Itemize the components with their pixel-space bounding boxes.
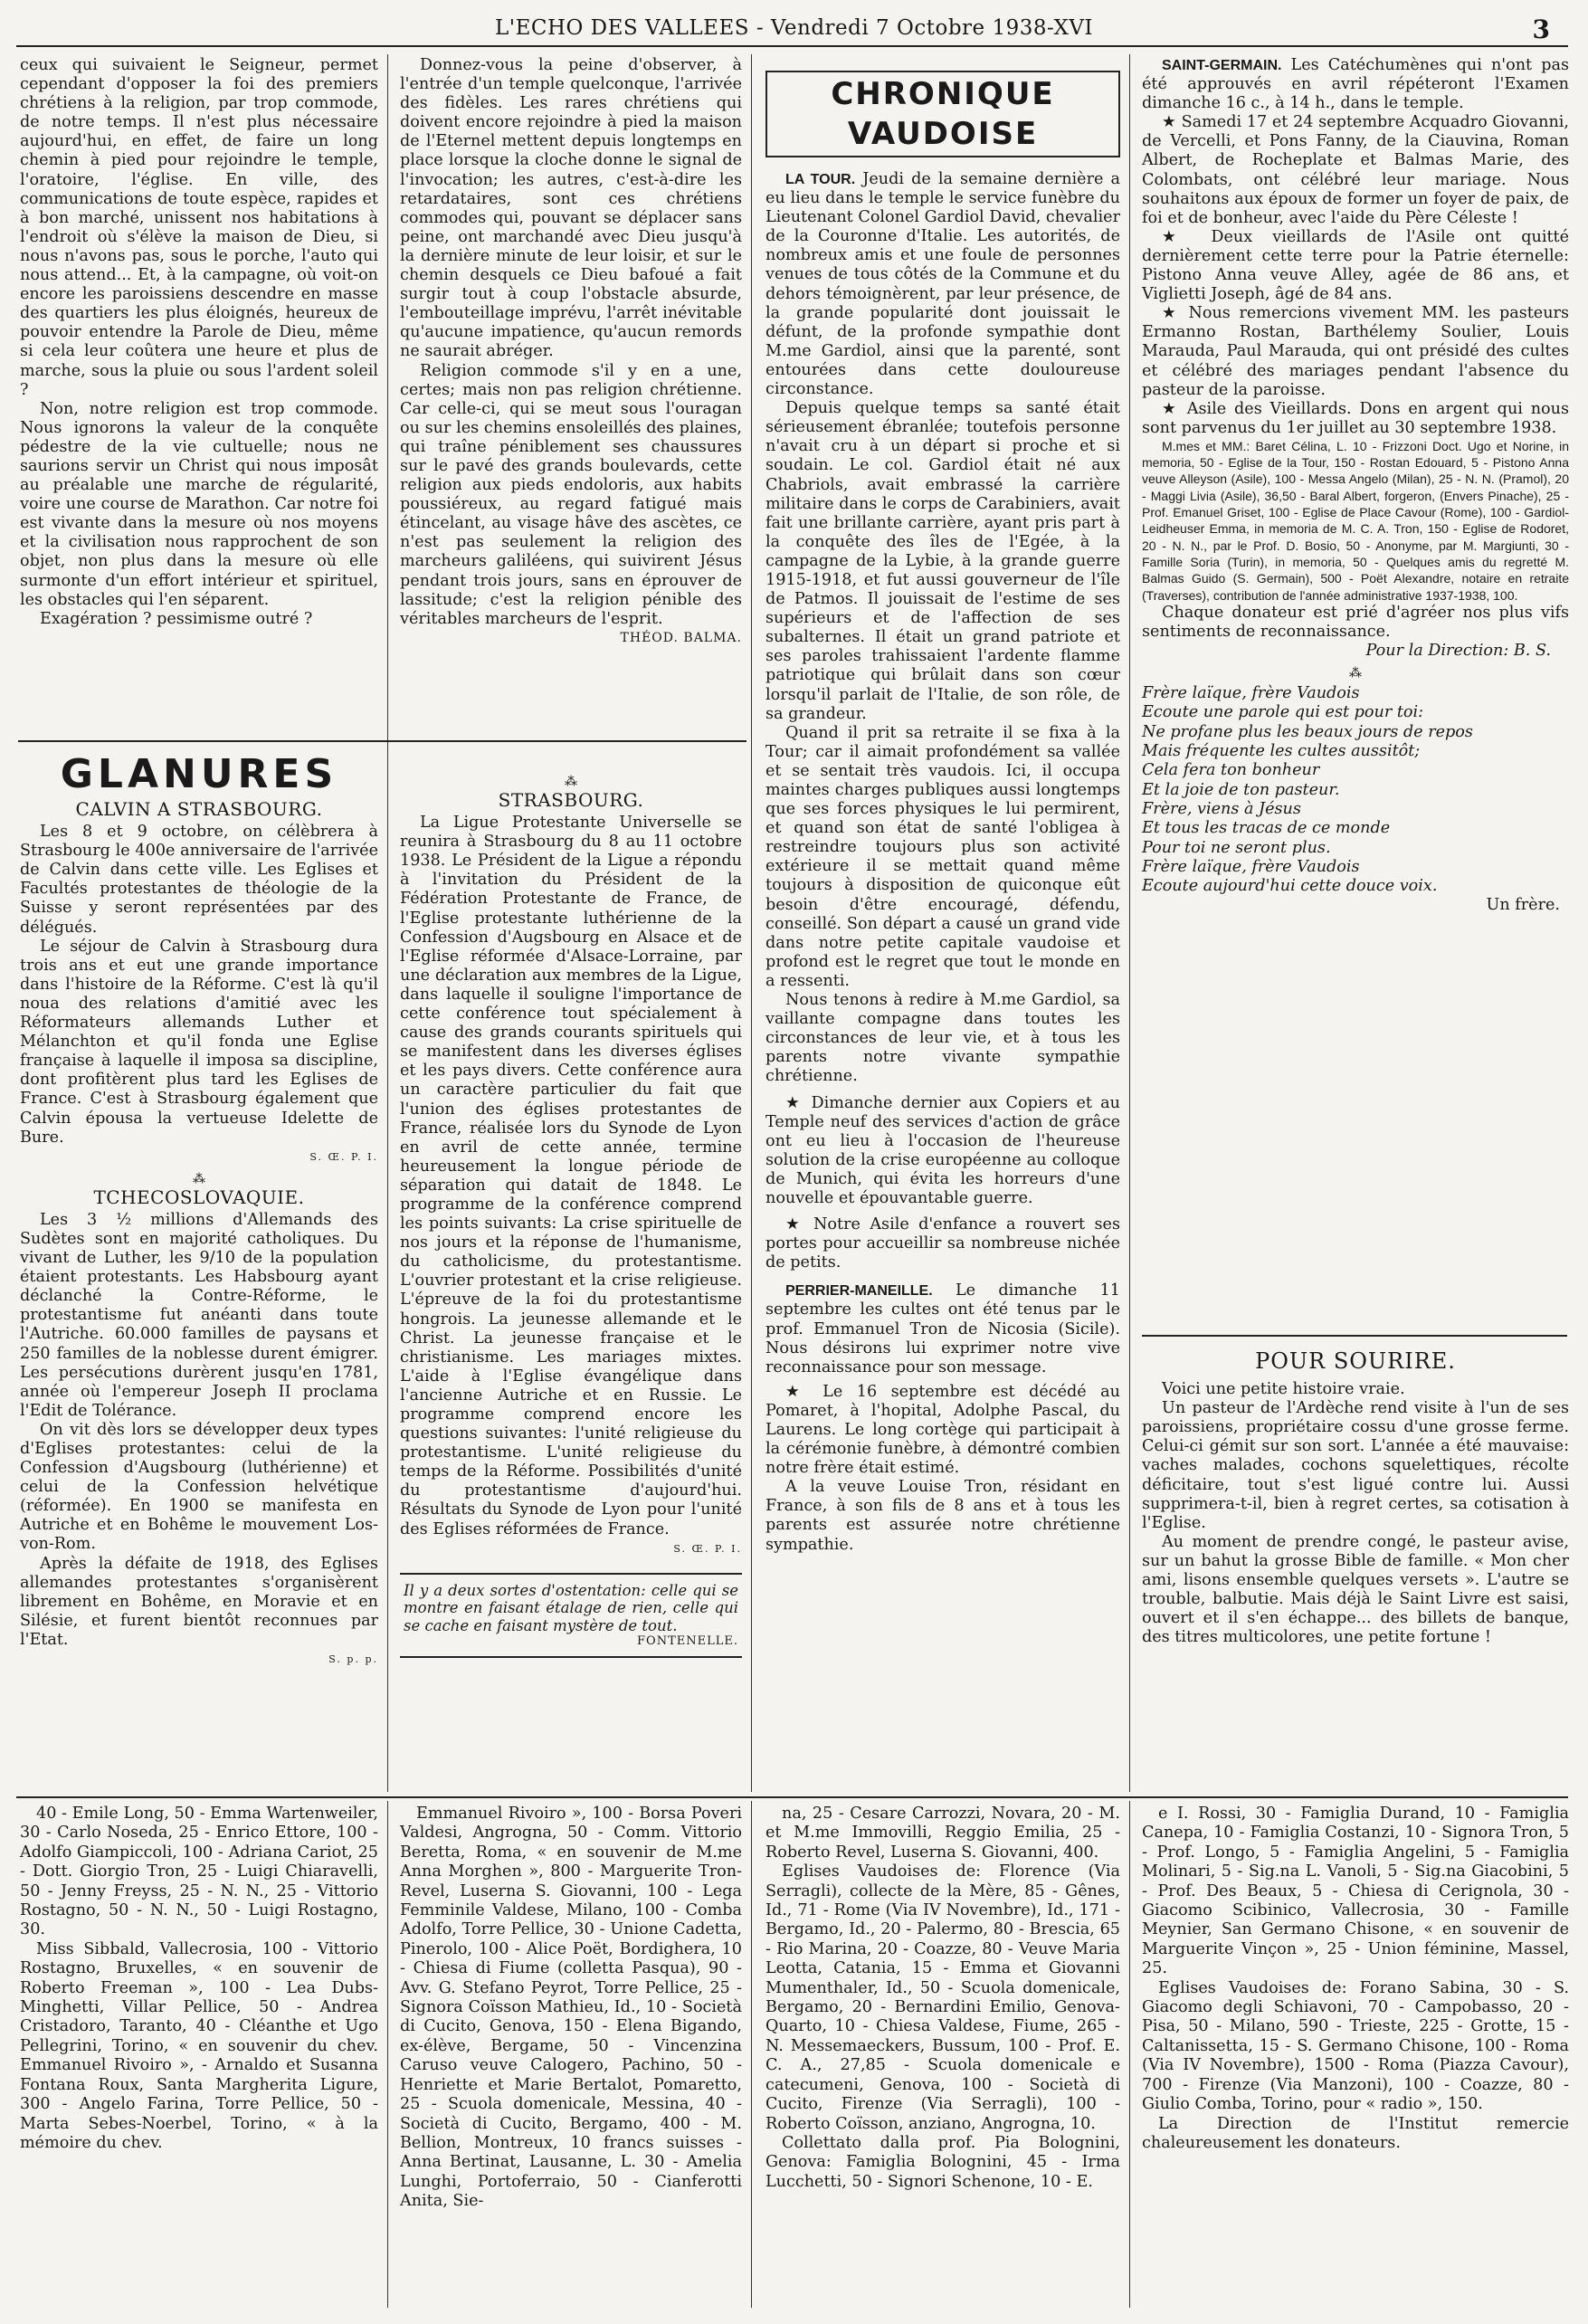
place-saint-germain: SAINT-GERMAIN. (1162, 58, 1282, 73)
paragraph: Religion commode s'il y en a une, certes; mais non pas religion chrétienne. Car celle-ci, qui se meut sous l'ouragan ou sur les chemins ensoleillés des plaines, qui traîne péniblement ses chaussures sur le pavé des grands boulevards, cette religion aux pieds endoloris, aux habits poussiéreux, au regard fatigué mais étincelant, au visage hâve des ascètes, ce n'est pas seulement la religion des marcheurs galiléens, qui suivirent Jésus pendant trois jours, sans en éprouver de lassitude; c'est la religion pénible des véritables marcheurs de l'esprit. (400, 361, 742, 628)
header-rule (16, 45, 1568, 47)
paragraph: On vit dès lors se développer deux types d'Eglises protestantes: celui de la Confession d'Augsbourg (luthérienne) et celui de la Confession helvétique (réformée). En 1900 se manifesta en Autriche et en Bohême le mouvement Los-von-Rom. (20, 1420, 378, 1554)
paragraph: Miss Sibbald, Vallecrosia, 100 - Vittorio Rostagno, Bruxelles, « en souvenir de Roberto Freeman », 100 - Lea Dubs-Minghetti, Villar Pellice, 50 - Andrea Cristadoro, Taranto, 40 - Cléanthe et Ugo Pellegrini, Torino, « en souvenir du chev. Emmanuel Rivoiro », - Arnaldo et Susanna Fontana Roux, Santa Margherita Ligure, 300 - Angelo Farina, Torre Pellice, 50 - Marta Sebes-Noerbel, Torino, « à la mémoire du chev. (20, 1939, 378, 2152)
paragraph: Le séjour de Calvin à Strasbourg dura trois ans et eut une grande importance dans l'histoire de la Réforme. C'est là qu'il noua des relations d'amitié avec les Réformateurs allemands Luther et Mélanchton et qu'il fonda une Eglise française à laquelle il imposa sa discipline, dont profitèrent plus tard les Eglises de France. C'est à Strasbourg également que Calvin épousa la vertueuse Idelette de Bure. (20, 937, 378, 1147)
paragraph: ★ Dimanche dernier aux Copiers et au Temple neuf des services d'action de grâce ont eu lieu à l'occasion de l'heureuse solution de la crise européenne au colloque de Munich, qui évita les horreurs d'une nouvelle et épouvantable guerre. (765, 1093, 1120, 1207)
paragraph: Quand il prit sa retraite il se fixa à la Tour; car il aimait profondément sa vallée et se sentait très vaudois. Ici, il occupa maintes charges publiques aussi longtemps que ses forces physiques le lui permirent, et quand son état de santé l'obligea à restreindre toujours plus son activité extérieure il se mettait quand même toujours à disposition de quiconque eût besoin d'être encouragé, défendu, conseillé. Son départ a causé un grand vide dans notre petite capitale vaudoise et profond est le regret que tout le monde en a ressenti. (765, 723, 1120, 990)
bottom-col1 (20, 1805, 378, 2153)
source-mark: S. Œ. P. I. (673, 1542, 742, 1555)
paragraph: Nous tenons à redire à M.me Gardiol, sa vaillante compagne dans toutes les circonstances de leur vie, et à tous les parents notre vivante sympathie chrétienne. (765, 991, 1120, 1086)
glanures-heading: GLANURES (60, 751, 338, 797)
paragraph: Emmanuel Rivoiro », 100 - Borsa Poveri Valdesi, Angrogna, 50 - Comm. Vittorio Beretta, Roma, « en souvenir de M.me Anna Morghen », 800 - Marguerite Tron-Revel, Luserna S. Giovanni, 100 - Lega Femminile Valdese, Milano, 100 - Comba Adolfo, Torre Pellice, 30 - Unione Cadetta, Pinerolo, 100 - Alice Poët, Bordighera, 10 - Chiesa di Fiume (colletta Pasqua), 90 - Avv. G. Stefano Peyrot, Torre Pellice, 25 - Signora Coïsson Mathieu, Id., 10 - Società di Cucito, Genova, 150 - Elena Bigando, ex-élève, Bergame, 50 - Vincenzina Caruso veuve Calogero, Pachino, 50 - Henriette et Marie Bertalot, Pomaretto, 25 - Scuola domenicale, Messina, 40 - Società di Cucito, Bergamo, 400 - M. Bellion, Montreux, 10 francs suisses - Anna Bertinat, Lausanne, L. 30 - Amelia Lunghi, Portoferraio, 50 - Cianferotti Anita, Sie- (400, 1805, 742, 2211)
place-latour: LA TOUR. (785, 172, 856, 187)
column-divider (1129, 54, 1130, 1792)
article-col2-top (400, 56, 742, 648)
paragraph: Les 3 ½ millions d'Allemands des Sudètes sont en majorité catholiques. Du vivant de Luther, les 9/10 de la population étaient protestants. Les Habsbourg ayant déclanché la Contre-Réforme, le protestantisme fut anéanti dans toute l'Autriche. 60.000 familles de paysans et 250 familles de la noblesse durent émigrer. Les persécutions durèrent jusqu'en 1781, année où l'empereur Joseph II proclama l'Edit de Tolérance. (20, 1210, 378, 1420)
paragraph: Eglises Vaudoises de: Florence (Via Serragli), collecte de la Mère, 85 - Gênes, Id., 71 - Rome (Via IV Novembre), Id., 171 - Bergamo, Id., 20 - Palermo, 80 - Brescia, 65 - Rio Marina, 20 - Coazze, 80 - Veuve Maria Leotta, Catania, 15 - Emma et Giovanni Mumenthaler, Id., 50 - Scuola domenicale, Bergamo, 20 - Bernardini Emilio, Genova-Quarto, 10 - Chiesa Valdese, Fiume, 265 - N. Messemaeckers, Bussum, 100 - Prof. E. C. A., 27,85 - Scuola domenicale e catecumeni, Genova, 100 - Società di Cucito, Firenze (Via Serragli), 100 - Roberto Coïsson, anziano, Angrogna, 10. (765, 1862, 1120, 2133)
paragraph: Eglises Vaudoises de: Forano Sabina, 30 - S. Giacomo degli Schiavoni, 70 - Campobasso, 20 - Pisa, 50 - Milano, 590 - Trieste, 225 - Grotte, 15 - Caltanissetta, 15 - S. Germano Chisone, 100 - Roma (Via IV Novembre), 1500 - Roma (Piazza Cavour), 700 - Firenze (Via Manzoni), 100 - Coazze, 80 - Giulio Comba, Torino, pour « radio », 150. (1142, 1978, 1569, 2114)
chronique-col3 (765, 71, 1120, 1555)
poem-line: Et tous les tracas de ce monde (1142, 819, 1391, 838)
paragraph: ★ Notre Asile d'enfance a rouvert ses portes pour accueillir sa nombreuse nichée de petits. (765, 1215, 1120, 1272)
bottom-col2 (400, 1805, 742, 2212)
place-perrier: PERRIER-MANEILLE. (785, 1283, 933, 1300)
poem-line: Mais fréquente les cultes aussitôt; (1142, 742, 1421, 761)
bottom-col4 (1142, 1805, 1569, 2153)
separator-stars: ⁂ (193, 1171, 205, 1186)
newspaper-title: L'ECHO DES VALLEES - Vendredi 7 Octobre 1938-XVI (494, 16, 1094, 40)
tcheco-title: TCHECOSLOVAQUIE. (93, 1186, 305, 1208)
poem (1142, 684, 1569, 896)
strasbourg-title: STRASBOURG. (498, 789, 644, 811)
paragraph: Les 8 et 9 octobre, on célèbrera à Strasbourg le 400e anniversaire de l'arrivée de Calvin dans cette ville. Les Eglises et Facultés protestantes de théologie de la Suisse y seront représentées par des délégués. (20, 823, 378, 937)
poem-line: Et la joie de ton pasteur. (1142, 780, 1340, 799)
sourire-heading: POUR SOURIRE. (1255, 1348, 1456, 1374)
paragraph: Chaque donateur est prié d'agréer nos plus vifs sentiments de reconnaissance. (1142, 603, 1569, 641)
col4-pour-sourire (1142, 1348, 1569, 1647)
source-mark: S. Œ. P. I. (309, 1150, 378, 1163)
poem-line: Ecoute une parole qui est pour toi: (1142, 703, 1424, 722)
quote-text: Il y a deux sortes d'ostentation: celle qui se montre en faisant étalage de rien, celle qui se cache en faisant mystère de tout. (404, 1581, 738, 1634)
poem-line: Ecoute aujourd'hui cette douce voix. (1142, 877, 1438, 896)
paragraph: Donnez-vous la peine d'observer, à l'entrée d'un temple quelconque, l'arrivée des fidèles. Les rares chrétiens qui doivent encore rejoindre à pied la maison de l'Eternel mettent depuis longtemps en place lorsque la cloche donne le signal de l'invocation; les autres, c'est-à-dire les retardataires, sont ces chrétiens commodes qui, pouvant se déplacer sans peine, ont marchandé avec Dieu jusqu'à la dernière minute de leur loisir, et sur le chemin desquels ce Dieu bafoué a fait surgir tout à coup l'obstacle absurde, l'embouteillage imprévu, l'arrêt inévitable qu'aucune impatience, qu'aucun remords ne saurait abréger. (400, 56, 742, 361)
paragraph: Les Catéchumènes qui n'ont pas été approuvés en avril répéteront l'Examen dimanche 16 c., à 14 h., dans le temple. (1142, 56, 1569, 113)
paragraph: e I. Rossi, 30 - Famiglia Durand, 10 - Famiglia Canepa, 10 - Famiglia Costanzi, 10 - Signora Tron, 5 - Prof. Longo, 5 - Famiglia Angelini, 5 - Famiglia Molinari, 5 - Sig.na L. Vanoli, 5 - Sig.na Giacobini, 5 - Prof. Des Beaux, 5 - Chiesa di Cerignola, 30 - Giacomo Scibinico, Vallecrosia, 30 - Famille Meynier, San Germano Chisone, « en souvenir de Marguerite Vinçon », 25 - Union féminine, Massel, 25. (1142, 1805, 1569, 1978)
paragraph: La Direction de l'Institut remercie chaleureusement les donateurs. (1142, 2114, 1569, 2152)
separator-stars: ⁂ (565, 775, 577, 789)
paragraph: Après la défaite de 1918, des Eglises allemandes protestantes s'organisèrent librement en Bohême, en Moravie et en Silésie, et furent bientôt reconnues par l'Etat. (20, 1554, 378, 1649)
paragraph: Le dimanche 11 septembre les cultes ont été tenus par le prof. Emmanuel Tron de Nicosia (Sicile). Nous désirons lui exprimer notre vive reconnaissance pour son message. (765, 1281, 1120, 1376)
paragraph: Exagération ? pessimisme outré ? (40, 609, 313, 628)
direction-signature: Pour la Direction: B. S. (1365, 642, 1551, 661)
poem-line: Ne profane plus les beaux jours de repos (1142, 722, 1473, 741)
paragraph: La Ligue Protestante Universelle se reunira à Strasbourg du 8 au 11 octobre 1938. Le Président de la Ligue a répondu à l'invitation du Président de la Fédération Protestante de France, de l'Eglise protestante luthérienne de la Confession d'Augsbourg en Alsace et de l'Eglise réformée d'Alsace-Lorraine, par une déclaration aux membres de la Ligue, dans laquelle il souligne l'importance de cette conférence tout spécialement à cause des grands courants spirituels qui se manifestent dans les diverses églises et les pays divers. Cette conférence aura un caractère particulier du fait que l'union des églises protestantes de France, réalisée lors du Synode de Lyon en avril de cette année, termine heureusement la longue période de séparation qui datait de 1848. Le programme de la conférence comprend les points suivants: La crise spirituelle de nos jours et la réponse de l'humanisme, du catholicisme, du protestantisme. L'ouvrier protestant et la crise religieuse. L'épreuve de la foi du protestantisme hongrois. La jeunesse allemande et le Christ. La jeunesse française et le christianisme. Les mariages mixtes. L'aide à l'Eglise évangélique dans l'ancienne Autriche et en Russie. Le programme comprend encore les questions suivantes: l'unité religieuse du protestantisme. L'unité religieuse du temps de la Réforme. Possibilités d'unité du protestantisme d'aujourd'hui. Résultats du Synode de Lyon pour l'unité des Eglises réformées de France. (400, 814, 742, 1538)
paragraph: ★ Deux vieillards de l'Asile ont quitté dernièrement cette terre pour la Patrie éternelle: Pistono Anna veuve Alley, agée de 86 ans, et Viglietti Joseph, âgé de 84 ans. (1142, 227, 1569, 304)
author-signature: THÉOD. BALMA. (620, 630, 742, 645)
page-header (0, 16, 1588, 52)
chronique-heading: CHRONIQUE VAUDOISE (765, 71, 1120, 157)
paragraph: ★ Asile des Vieillards. Dons en argent qui nous sont parvenus du 1er juillet au 30 septembre 1938. (1142, 399, 1569, 437)
quote-box (400, 1573, 742, 1658)
section-rule (1142, 1335, 1567, 1337)
paragraph: Jeudi de la semaine dernière a eu lieu dans le temple le service funèbre du Lieutenant Colonel Gardiol David, chevalier de la Couronne d'Italie. Les autorités, de nombreux amis et une foule de personnes venues de tous côtés de la Commune et du dehors témoignèrent, par leur présence, de la grande popularité dont jouissait le défunt, de la profonde sympathie dont M.me Gardiol, ainsi que la parenté, sont entourées dans cette douloureuse circonstance. (765, 170, 1120, 399)
article-col1-top (20, 56, 378, 629)
paragraph: Non, notre religion est trop commode. Nous ignorons la valeur de la conquête pédestre de la vie cultuelle; nous ne saurions servir un Christ qui nous imposât au préalable une marche de régularité, voire une course de Marathon. Car notre foi est vivante dans la mesure où nos moyens et la civilisation nous rapprochent de son objet, non plus dans la mesure où elle surmonte d'un effort intérieur et spirituel, les obstacles qui l'en séparent. (20, 399, 378, 609)
glanures-col2 (400, 769, 742, 1658)
page-number: 3 (1532, 14, 1550, 44)
donations-list: M.mes et MM.: Baret Célina, L. 10 - Frizzoni Doct. Ugo et Norine, in memoria, 50 - Eglise de la Tour, 150 - Rostan Edouard, 5 - Pistono Anna veuve Alleyson (Asile), 100 - Messa Angelo (Milan), 25 - N. N. (Pramol), 20 - Maggi Livia (Asile), 36,50 - Baral Albert, forgeron, (Envers Pinache), 25 - Prof. Emanuel Griset, 100 - Eglise de Place Cavour (Rome), 100 - Gardiol-Leidheuser Emma, in memoria de M. C. A. Tron, 150 - Eglise de Rodoret, 20 - N. N., par le Prof. D. Bosio, 50 - Anonyme, par M. Margiunti, 30 - Famille Soria (Turin), in memoria, 50 - Quelques amis du regretté M. Balmas Guido (S. Germain), 500 - Poët Alexandre, notaire en retraite (Traverses), contribution de l'année administrative 1937-1938, 100. (1142, 438, 1569, 603)
source-mark: S. p. p. (328, 1653, 378, 1666)
paragraph: Depuis quelque temps sa santé était sérieusement ébranlée; toutefois personne n'avait cru à un départ si proche et si soudain. Le col. Gardiol était né aux Chabriols, avait embrassé la carrière militaire dans le corps de Carabiniers, avait fait une brillante carrière, ayant pris part à la conquête des îles de l'Egée, à la campagne de la Lybie, à la grande guerre 1915-1918, et fut aussi gouverneur de l'île de Patmos. Il jouissait de l'estime de ses supérieurs et de l'affection de ses subalternes. Il était un grand patriote et ses paroles trahissaient l'ardente flamme patriotique qui brûlait dans son cœur lorsqu'il parlait de l'Italie, de son rôle, de sa grandeur. (765, 399, 1120, 723)
poem-signature: Un frère. (1486, 896, 1560, 915)
paragraph: Voici une petite histoire vraie. (1162, 1380, 1405, 1399)
paragraph: Un pasteur de l'Ardèche rend visite à l'un de ses paroissiens, propriétaire cossu d'une grosse ferme. Celui-ci gémit sur son sort. L'année a été mauvaise: vaches malades, cochons squelettiques, récolte déficitaire, tout s'est ligué contre lui. Aussi supprimera-t-il, bien à regret certes, sa cotisation à l'Eglise. (1142, 1399, 1569, 1532)
bottom-rule (16, 1796, 1568, 1798)
paragraph: A la veuve Louise Tron, résidant en France, à son fils de 8 ans et à tous les parents est assurée notre chrétienne sympathie. (765, 1478, 1120, 1554)
quote-author: FONTENELLE. (637, 1634, 738, 1649)
paragraph: Collettato dalla prof. Pia Bolognini, Genova: Famiglia Bolognini, 45 - Irma Lucchetti, 50 - Signori Schenone, 10 - E. (765, 2133, 1120, 2191)
paragraph: ceux qui suivaient le Seigneur, permet cependant d'opposer la foi des premiers chrétiens à la religion, par trop commode, de notre temps. Il n'est plus nécessaire aujourd'hui, en effet, de faire un long chemin à pied pour rejoindre le temple, l'oratoire, l'église. En ville, des communications de toute espèce, rapides et à bon marché, unissent nos habitations à l'endroit où s'élève la maison de Dieu, si nous n'avons pas, sous le porche, l'auto qui nous attend... Et, à la campagne, où voit-on encore les paroissiens descendre en masse des quartiers les plus éloignés, heureux de pouvoir entendre la Parole de Dieu, même si cela leur coûtera une heure et plus de marche, sous la pluie ou sous l'ardent soleil ? (20, 56, 378, 399)
column-divider (387, 1801, 388, 2308)
bottom-col3 (765, 1805, 1120, 2192)
calvin-title: CALVIN A STRASBOURG. (75, 798, 323, 820)
column-divider (751, 54, 752, 1792)
poem-line: Cela fera ton bonheur (1142, 761, 1320, 780)
separator-stars: ⁂ (1349, 666, 1362, 681)
paragraph: ★ Le 16 septembre est décédé au Pomaret, à l'hopital, Adolphe Pascal, du Laurens. Le long cortège qui participait à la cérémonie funèbre, à démontré combien notre frère était estimé. (765, 1382, 1120, 1478)
paragraph: ★ Samedi 17 et 24 septembre Acquadro Giovanni, de Vercelli, et Pons Fanny, de la Ciauvina, Roman Albert, de Rocheplate et Balmas Marie, des Colombats, ont célébré leur mariage. Nous souhaitons aux époux de former un foyer de paix, de foi et de bonheur, avec l'aide du Père Céleste ! (1142, 113, 1569, 227)
column-divider (751, 1801, 752, 2308)
col4-saint-germain (1142, 56, 1569, 915)
poem-line: Frère, viens à Jésus (1142, 799, 1301, 818)
paragraph: Au moment de prendre congé, le pasteur avise, sur un bahut la grosse Bible de famille. « Mon cher ami, lisons ensemble quelques versets ». L'autre se trouble, balbutie. Mais déjà le Saint Livre est saisi, ouvert et il s'en échappe... des billets de banque, des titres multicolores, une petite fortune ! (1142, 1532, 1569, 1647)
section-rule (18, 740, 746, 742)
poem-line: Frère laïque, frère Vaudois (1142, 684, 1360, 703)
poem-line: Pour toi ne seront plus. (1142, 838, 1331, 857)
column-divider (387, 54, 388, 1792)
paragraph: 40 - Emile Long, 50 - Emma Wartenweiler, 30 - Carlo Noseda, 25 - Enrico Ettore, 100 - Adolfo Giampiccoli, 100 - Adriana Cariot, 25 - Dott. Giorgio Tron, 25 - Luigi Chiaravelli, 50 - Jenny Freyss, 25 - N. N., 25 - Vittorio Rostagno, 50 - N. N., 50 - Luigi Rostagno, 30. (20, 1805, 378, 1939)
paragraph: na, 25 - Cesare Carrozzi, Novara, 20 - M. et M.me Immovilli, Reggio Emilia, 25 - Roberto Revel, Luserna S. Giovanni, 400. (765, 1805, 1120, 1862)
glanures-col1 (20, 748, 378, 1669)
paragraph: ★ Nous remercions vivement MM. les pasteurs Ermanno Rostan, Barthélemy Soulier, Louis Marauda, Paul Marauda, qui ont présidé des cultes et célébré des mariages pendant l'absence du pasteur de la paroisse. (1142, 304, 1569, 399)
poem-line: Frère laïque, frère Vaudois (1142, 857, 1360, 876)
column-divider (1129, 1801, 1130, 2308)
